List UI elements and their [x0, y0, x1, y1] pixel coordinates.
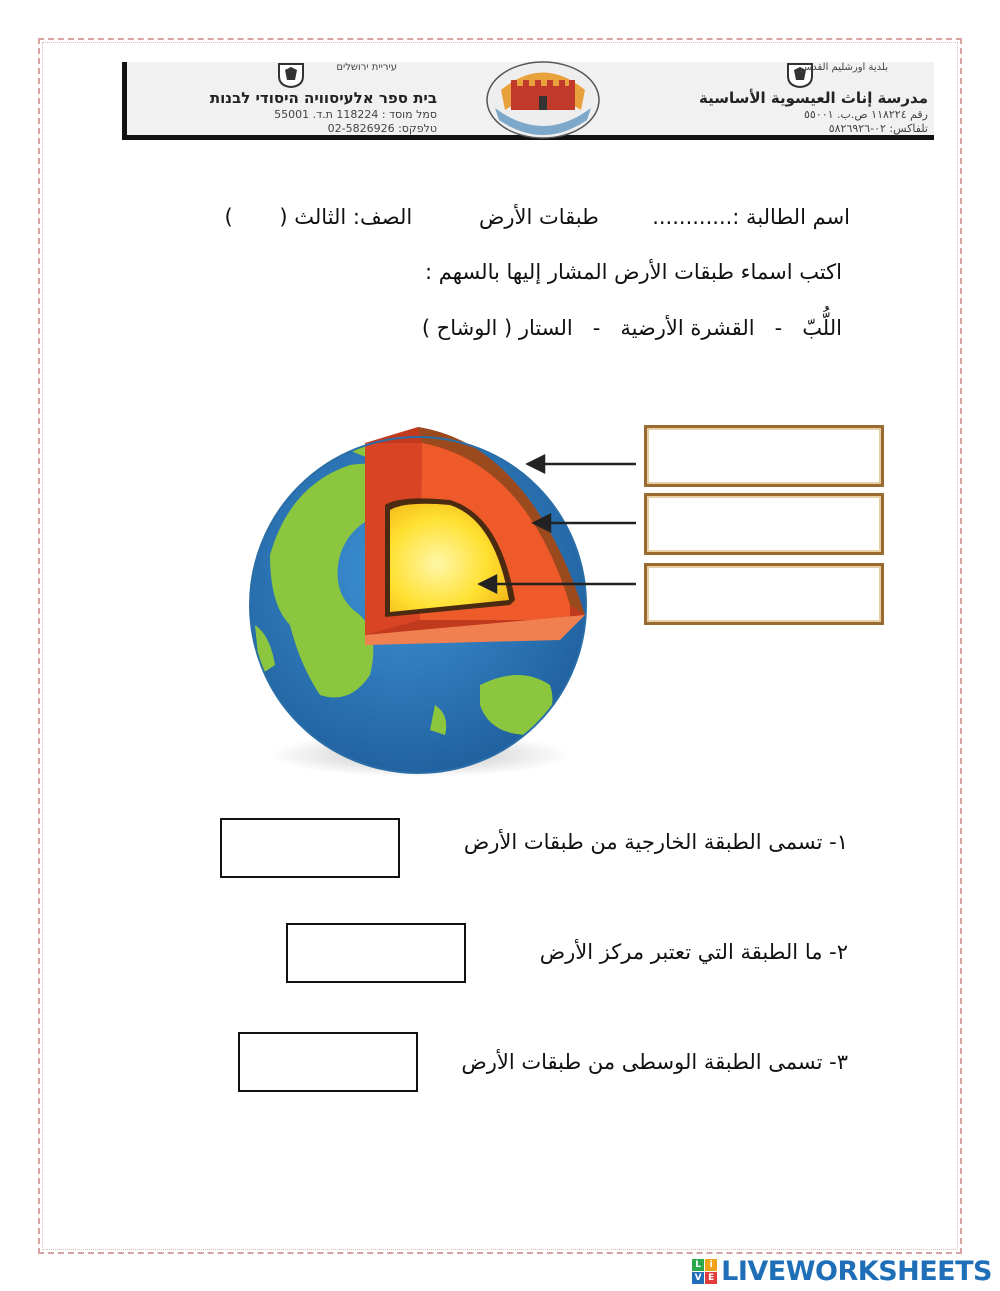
school-header	[122, 62, 934, 140]
globe	[250, 427, 586, 773]
earth-layers-diagram	[230, 405, 650, 785]
logo-letter-i: i	[705, 1259, 717, 1271]
header-arabic-phone: تلفاكس: ٠٢-٥٨٢٦٩٢٦	[828, 122, 928, 135]
word-bank: اللُّبّ - القشرة الأرضية - الستار ( الوشاح )	[421, 316, 842, 340]
header-arabic-id: رقم ١١٨٢٢٤ ص.ب. ٥٥٠٠١	[803, 108, 928, 121]
header-hebrew-phone: טלפקס: 02-5826926	[327, 122, 437, 135]
header-hebrew-city: עיריית ירושלים	[336, 62, 397, 73]
answer-box-question-2[interactable]	[286, 923, 466, 983]
logo-letter-l: L	[692, 1259, 704, 1271]
answer-box-question-3[interactable]	[238, 1032, 418, 1092]
question-2: ٢- ما الطبقة التي تعتبر مركز الأرض	[539, 940, 848, 964]
student-info-line: اسم الطالبة :............ طبقات الأرض الصف: الثالث ( )	[224, 205, 850, 229]
header-arabic	[648, 62, 928, 136]
header-hebrew-school: בית ספר אלעיסוויה היסודי לבנות	[209, 89, 437, 107]
liveworksheets-logo-icon	[692, 1259, 717, 1284]
question-1: ١- تسمى الطبقة الخارجية من طبقات الأرض	[463, 830, 848, 854]
logo-letter-e: E	[705, 1272, 717, 1284]
brand-name: LIVEWORKSHEETS	[721, 1255, 992, 1287]
answer-box-crust[interactable]	[644, 425, 884, 487]
answer-box-question-1[interactable]	[220, 818, 400, 878]
instruction-text: اكتب اسماء طبقات الأرض المشار إليها بالسهم :	[425, 260, 842, 284]
liveworksheets-brand[interactable]	[692, 1256, 992, 1286]
answer-box-mantle[interactable]	[644, 493, 884, 555]
header-hebrew-id: סמל מוסד : 118224 ת.ד. 55001	[274, 108, 437, 121]
question-3: ٣- تسمى الطبقة الوسطى من طبقات الأرض	[461, 1050, 848, 1074]
answer-box-core[interactable]	[644, 563, 884, 625]
header-arabic-school: مدرسة إناث العيسوية الأساسية	[698, 89, 928, 107]
header-arabic-city: بلدية اورشليم القدس	[800, 62, 888, 73]
header-hebrew	[157, 62, 437, 136]
logo-letter-v: V	[692, 1272, 704, 1284]
school-logo-icon	[481, 60, 605, 140]
arrow-crust-head	[528, 456, 544, 472]
